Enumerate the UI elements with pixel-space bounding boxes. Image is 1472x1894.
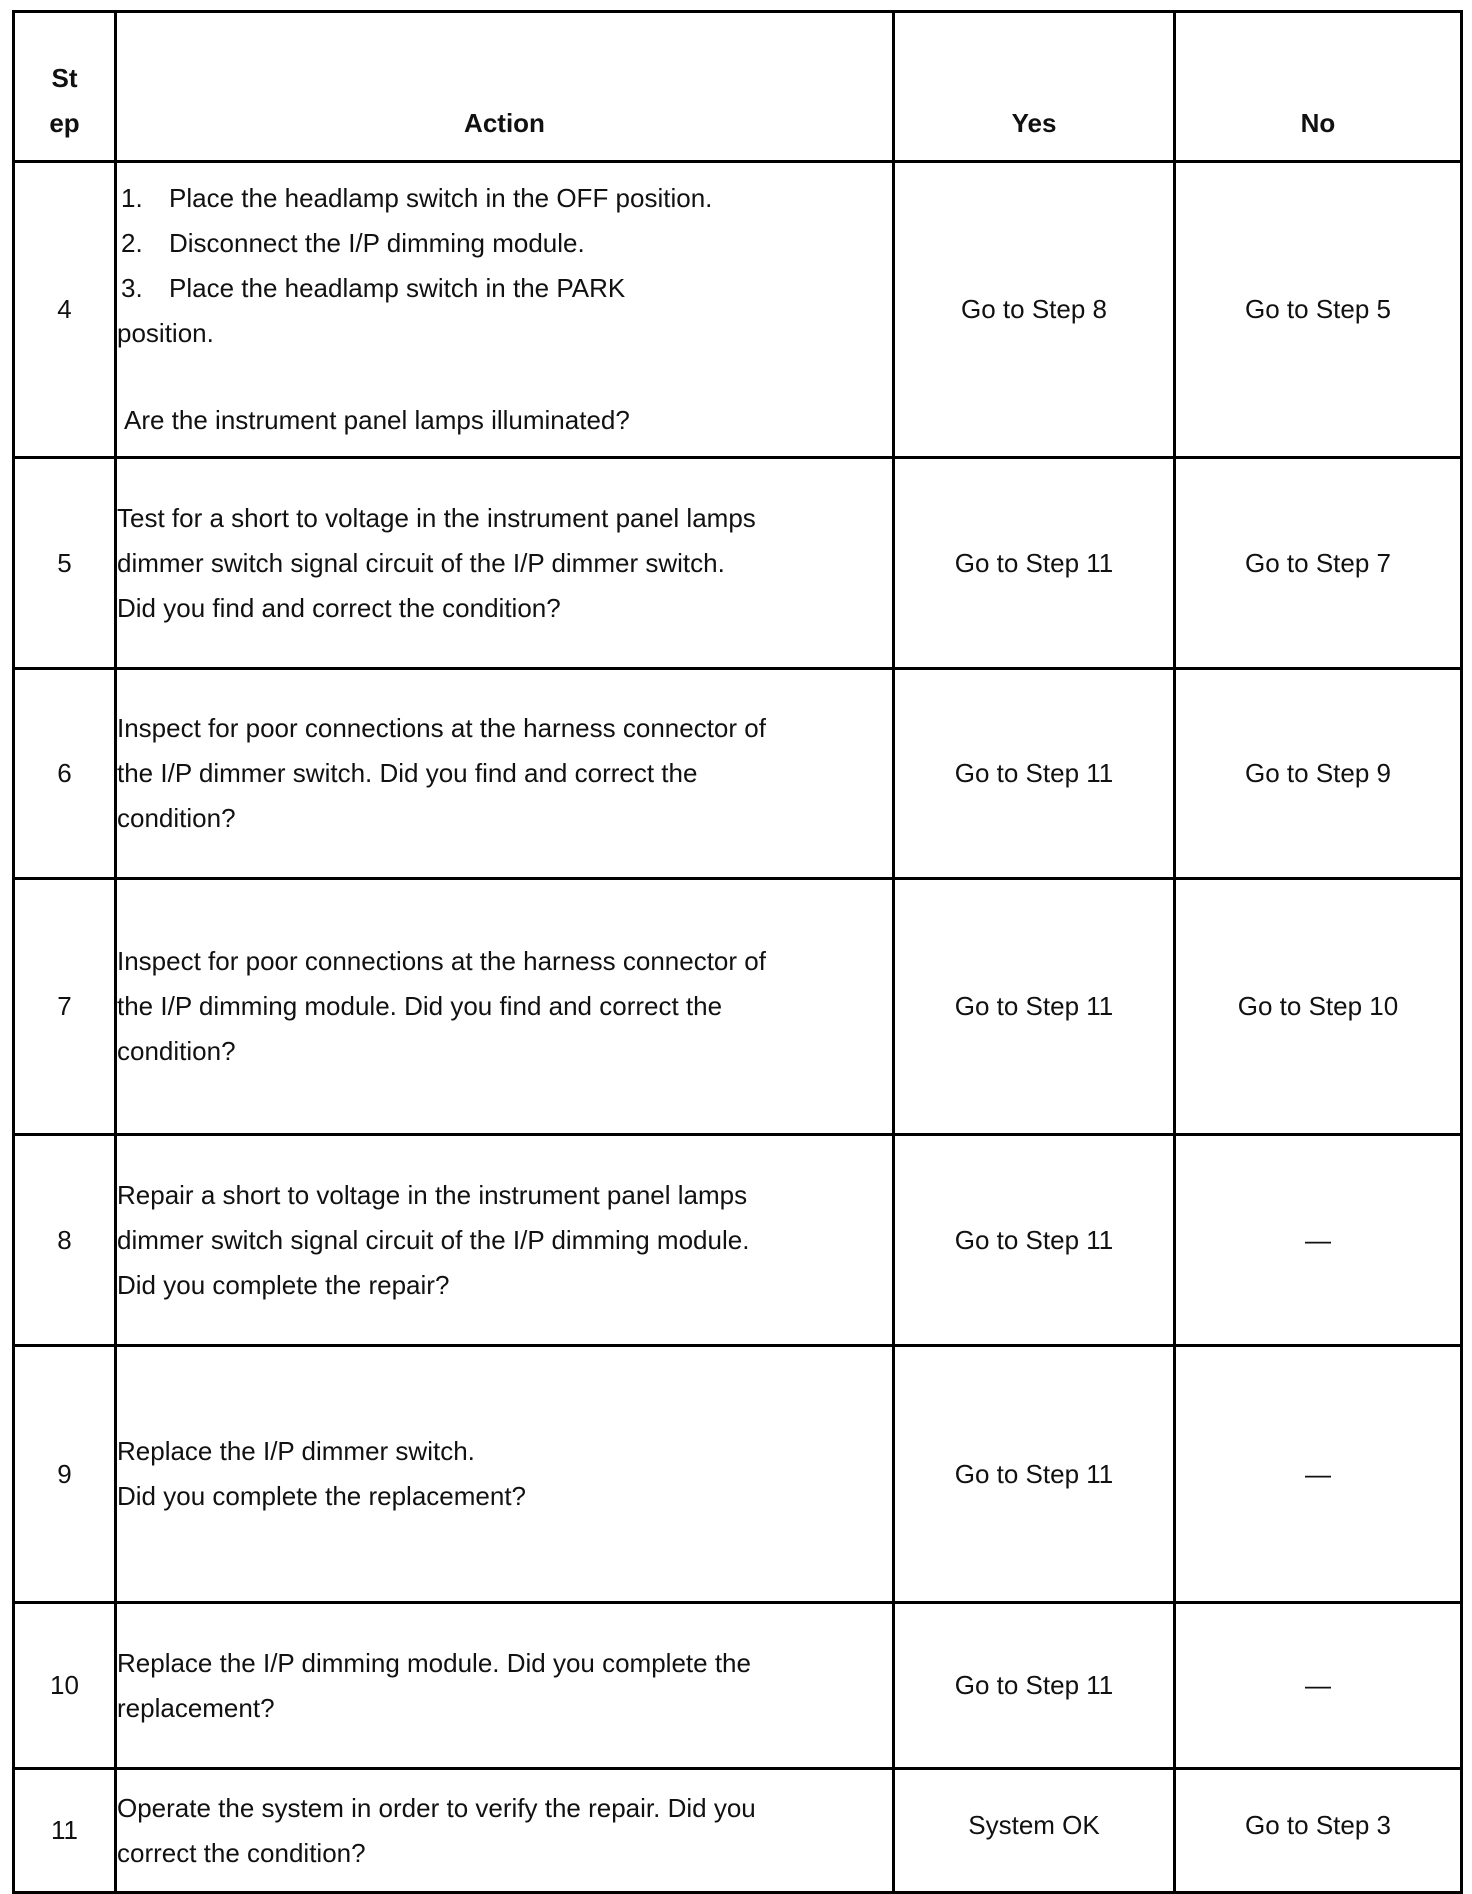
action-line: Inspect for poor connections at the harness connector of (117, 713, 766, 743)
action-line: Operate the system in order to verify the repair. Did you (117, 1792, 756, 1823)
action-line: dimmer switch signal circuit of the I/P dimming module. (117, 1224, 750, 1255)
action-line: correct the condition? (117, 1837, 366, 1868)
list-item (117, 266, 892, 311)
header-step (14, 12, 116, 162)
table-row (14, 458, 1462, 669)
yes-result: Go to Step 11 (894, 458, 1175, 669)
step-number: 10 (14, 1603, 116, 1769)
yes-result: Go to Step 11 (894, 1346, 1175, 1603)
action-line: Inspect for poor connections at the harness connector of (117, 946, 766, 976)
list-item-text: Place the headlamp switch in the PARK (169, 273, 626, 303)
list-item-number: 2. (121, 228, 143, 258)
step-number: 11 (14, 1769, 116, 1893)
step-number: 4 (14, 162, 116, 458)
yes-result: Go to Step 11 (894, 1135, 1175, 1346)
header-row (14, 12, 1462, 162)
step-number: 9 (14, 1346, 116, 1603)
action-line: the I/P dimmer switch. Did you find and correct the (117, 758, 698, 788)
table-row (14, 162, 1462, 458)
action-cell (116, 162, 894, 458)
action-line: Did you complete the replacement? (117, 1481, 527, 1511)
action-cell (116, 1603, 894, 1769)
action-line: replacement? (117, 1692, 275, 1723)
action-line: Did you find and correct the condition? (117, 592, 561, 623)
action-line: Replace the I/P dimming module. Did you complete the (117, 1647, 751, 1678)
yes-result: Go to Step 11 (894, 879, 1175, 1135)
action-line: condition? (117, 1036, 236, 1066)
action-line: Replace the I/P dimmer switch. (117, 1436, 475, 1466)
action-line: Did you complete the repair? (117, 1269, 450, 1300)
header-step-part-1: St (51, 63, 78, 93)
step-number: 7 (14, 879, 116, 1135)
action-line: condition? (117, 803, 236, 833)
action-cell (116, 879, 894, 1135)
action-cell (116, 458, 894, 669)
table-row (14, 669, 1462, 879)
header-step-part-2: ep (49, 108, 80, 138)
no-result: — (1175, 1346, 1462, 1603)
no-result: Go to Step 10 (1175, 879, 1462, 1135)
no-result: Go to Step 9 (1175, 669, 1462, 879)
step-number: 8 (14, 1135, 116, 1346)
no-result: — (1175, 1135, 1462, 1346)
step-number: 6 (14, 669, 116, 879)
list-item (117, 176, 892, 221)
action-line: Repair a short to voltage in the instrument panel lamps (117, 1179, 748, 1210)
table-row (14, 1603, 1462, 1769)
list-item-number: 1. (121, 183, 143, 213)
action-line: dimmer switch signal circuit of the I/P dimmer switch. (117, 547, 725, 578)
no-result: Go to Step 5 (1175, 162, 1462, 458)
no-result: Go to Step 7 (1175, 458, 1462, 669)
no-result: — (1175, 1603, 1462, 1769)
list-item-text: Place the headlamp switch in the OFF position. (169, 183, 713, 213)
header-yes: Yes (894, 12, 1175, 162)
list-item (117, 221, 892, 266)
list-item-text: Disconnect the I/P dimming module. (169, 228, 585, 258)
action-cell (116, 1135, 894, 1346)
no-result: Go to Step 3 (1175, 1769, 1462, 1893)
header-action: Action (116, 12, 894, 162)
yes-result: Go to Step 11 (894, 1603, 1175, 1769)
list-item-number: 3. (121, 273, 143, 303)
step-number: 5 (14, 458, 116, 669)
header-no: No (1175, 12, 1462, 162)
action-line: the I/P dimming module. Did you find and correct the (117, 991, 723, 1021)
yes-result: System OK (894, 1769, 1175, 1893)
action-cell (116, 669, 894, 879)
action-cell (116, 1346, 894, 1603)
table-row (14, 879, 1462, 1135)
list-item-continuation: position. (117, 318, 214, 348)
yes-result: Go to Step 11 (894, 669, 1175, 879)
yes-result: Go to Step 8 (894, 162, 1175, 458)
action-question: Are the instrument panel lamps illuminated? (124, 405, 630, 435)
action-line: Test for a short to voltage in the instrument panel lamps (117, 502, 756, 533)
table-row (14, 1346, 1462, 1603)
table-row (14, 1135, 1462, 1346)
diagnostic-table (12, 10, 1463, 1894)
